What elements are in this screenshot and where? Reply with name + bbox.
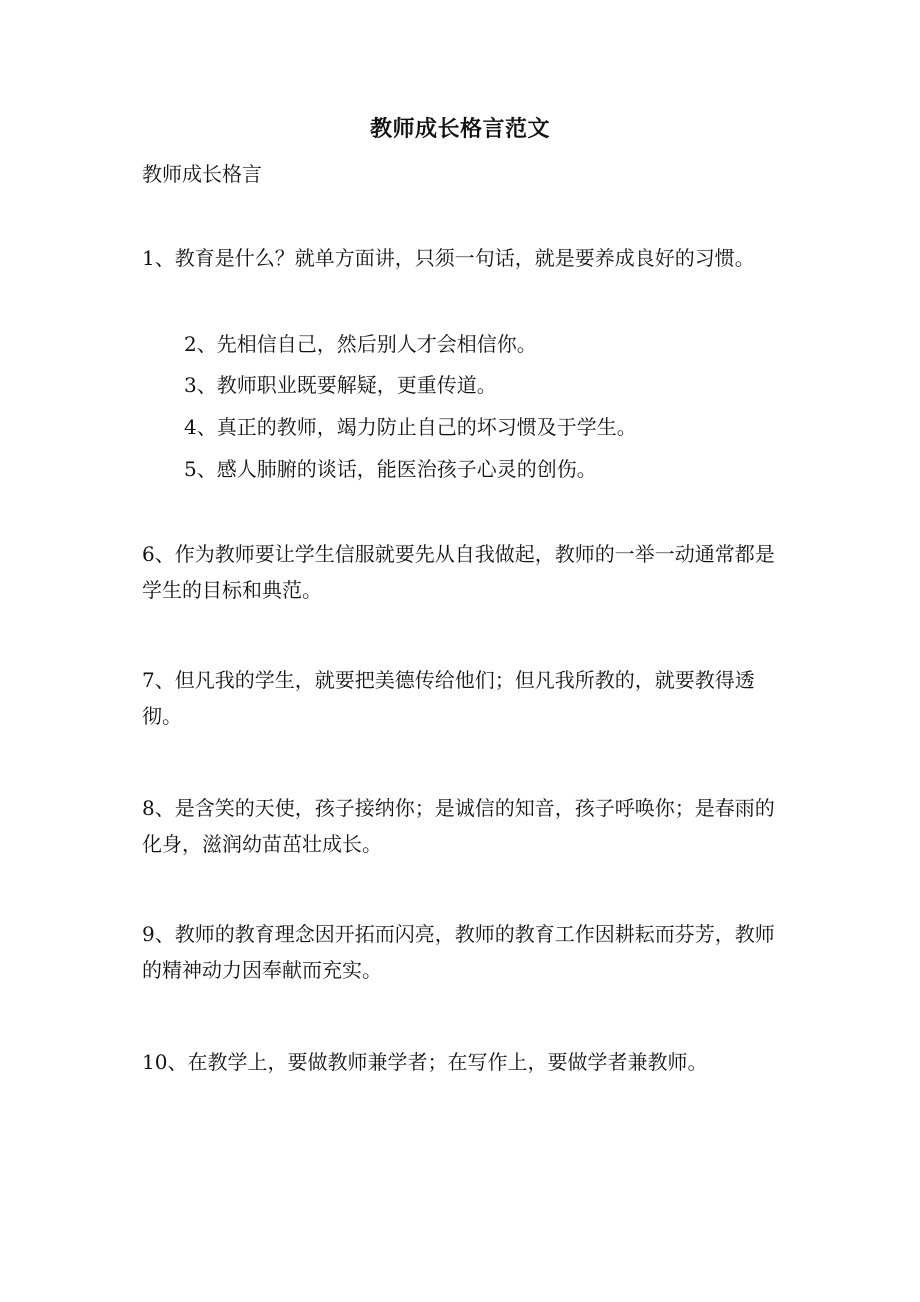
quote-item-7: 7、但凡我的学生，就要把美德传给他们；但凡我所教的，就要教得透彻。 <box>142 668 755 728</box>
document-subtitle: 教师成长格言 <box>142 162 262 186</box>
quote-item-6: 6、作为教师要让学生信服就要先从自我做起，教师的一举一动通常都是学生的目标和典范。 <box>142 542 775 602</box>
quote-item-1: 1、教育是什么？就单方面讲，只须一句话，就是要养成良好的习惯。 <box>142 246 755 270</box>
quote-item-10: 10、在教学上，要做教师兼学者；在写作上，要做学者兼教师。 <box>142 1050 708 1074</box>
document-title: 教师成长格言范文 <box>369 116 550 142</box>
quote-item-8: 8、是含笑的天使，孩子接纳你；是诚信的知音，孩子呼唤你；是春雨的化身，滋润幼苗茁壮成长。 <box>142 796 775 856</box>
quote-item-4: 4、真正的教师，竭力防止自己的坏习惯及于学生。 <box>184 415 637 439</box>
quote-item-2: 2、先相信自己，然后别人才会相信你。 <box>184 332 537 356</box>
quote-item-9: 9、教师的教育理念因开拓而闪亮，教师的教育工作因耕耘而芬芳，教师的精神动力因奉献而充实。 <box>142 922 775 982</box>
quote-item-3: 3、教师职业既要解疑，更重传道。 <box>184 373 497 397</box>
quote-item-5: 5、感人肺腑的谈话，能医治孩子心灵的创伤。 <box>184 457 597 481</box>
